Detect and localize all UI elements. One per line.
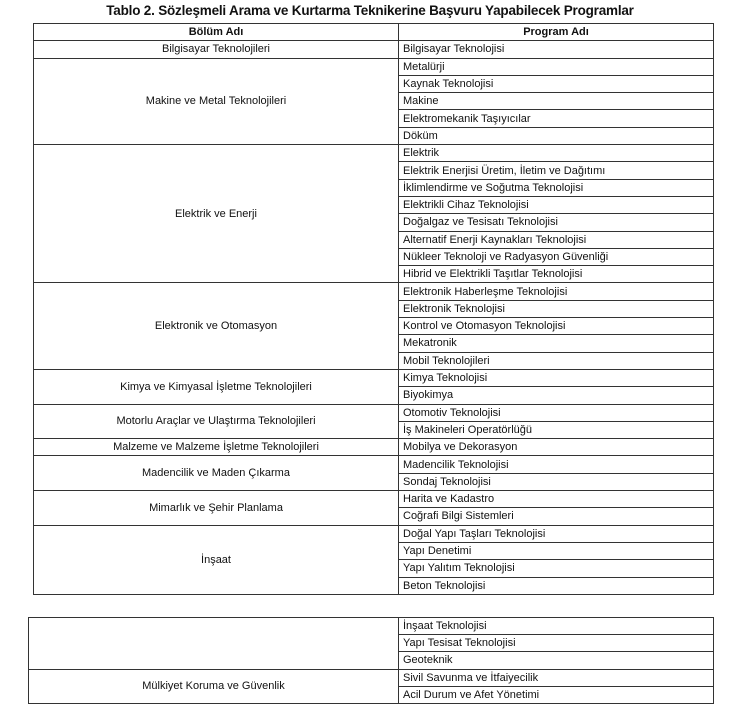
program-cell: Kaynak Teknolojisi xyxy=(399,75,714,92)
program-cell: Harita ve Kadastro xyxy=(399,491,714,508)
program-cell: Doğal Yapı Taşları Teknolojisi xyxy=(399,525,714,542)
program-cell: İş Makineleri Operatörlüğü xyxy=(399,421,714,438)
program-cell: Kontrol ve Otomasyon Teknolojisi xyxy=(399,318,714,335)
program-cell: Alternatif Enerji Kaynakları Teknolojisi xyxy=(399,231,714,248)
program-cell: İklimlendirme ve Soğutma Teknolojisi xyxy=(399,179,714,196)
department-cell: Malzeme ve Malzeme İşletme Teknolojileri xyxy=(34,439,399,456)
table-row xyxy=(34,283,714,300)
programs-table xyxy=(33,23,714,595)
department-cell: Motorlu Araçlar ve Ulaştırma Teknolojileri xyxy=(34,404,399,439)
department-cell: Madencilik ve Maden Çıkarma xyxy=(34,456,399,491)
program-cell: Mekatronik xyxy=(399,335,714,352)
program-cell: Coğrafi Bilgi Sistemleri xyxy=(399,508,714,525)
program-cell: Yapı Denetimi xyxy=(399,542,714,559)
program-cell: Hibrid ve Elektrikli Taşıtlar Teknolojisi xyxy=(399,266,714,283)
table-row xyxy=(34,58,714,75)
program-cell: İnşaat Teknolojisi xyxy=(399,618,714,635)
program-cell: Döküm xyxy=(399,127,714,144)
program-cell: Beton Teknolojisi xyxy=(399,577,714,594)
program-cell: Yapı Yalıtım Teknolojisi xyxy=(399,560,714,577)
header-row xyxy=(34,24,714,41)
table-row xyxy=(34,491,714,508)
program-cell: Elektromekanik Taşıyıcılar xyxy=(399,110,714,127)
program-cell: Doğalgaz ve Tesisatı Teknolojisi xyxy=(399,214,714,231)
program-cell: Yapı Tesisat Teknolojisi xyxy=(399,635,714,652)
program-cell: Geoteknik xyxy=(399,652,714,669)
program-cell: Elektronik Haberleşme Teknolojisi xyxy=(399,283,714,300)
program-cell: Elektrikli Cihaz Teknolojisi xyxy=(399,196,714,213)
program-cell: Otomotiv Teknolojisi xyxy=(399,404,714,421)
table-title: Tablo 2. Sözleşmeli Arama ve Kurtarma Teknikerine Başvuru Yapabilecek Programlar xyxy=(106,3,634,18)
program-cell: Elektrik Enerjisi Üretim, İletim ve Dağıtımı xyxy=(399,162,714,179)
department-cell: Kimya ve Kimyasal İşletme Teknolojileri xyxy=(34,369,399,404)
table-row xyxy=(34,439,714,456)
program-cell: Elektronik Teknolojisi xyxy=(399,300,714,317)
department-cell: Mimarlık ve Şehir Planlama xyxy=(34,491,399,526)
department-cell: Bilgisayar Teknolojileri xyxy=(34,41,399,58)
program-cell: Bilgisayar Teknolojisi xyxy=(399,41,714,58)
program-cell: Metalürji xyxy=(399,58,714,75)
table-row xyxy=(34,369,714,386)
department-cell: İnşaat xyxy=(34,525,399,594)
department-cell: Elektrik ve Enerji xyxy=(34,145,399,283)
programs-table-continued xyxy=(28,617,714,704)
table-row xyxy=(34,525,714,542)
program-cell: Biyokimya xyxy=(399,387,714,404)
table-row xyxy=(34,404,714,421)
program-cell: Kimya Teknolojisi xyxy=(399,369,714,386)
table-row xyxy=(29,618,714,635)
department-header: Bölüm Adı xyxy=(34,24,399,41)
program-cell: Elektrik xyxy=(399,145,714,162)
program-cell: Nükleer Teknoloji ve Radyasyon Güvenliği xyxy=(399,248,714,265)
department-cell: Mülkiyet Koruma ve Güvenlik xyxy=(29,669,399,703)
program-cell: Acil Durum ve Afet Yönetimi xyxy=(399,686,714,703)
department-cell: Elektronik ve Otomasyon xyxy=(34,283,399,369)
program-cell: Sivil Savunma ve İtfaiyecilik xyxy=(399,669,714,686)
program-cell: Mobil Teknolojileri xyxy=(399,352,714,369)
program-cell: Makine xyxy=(399,93,714,110)
department-cell xyxy=(29,618,399,670)
program-cell: Mobilya ve Dekorasyon xyxy=(399,439,714,456)
table-row xyxy=(34,456,714,473)
table-row xyxy=(34,145,714,162)
table-row xyxy=(34,41,714,58)
program-cell: Sondaj Teknolojisi xyxy=(399,473,714,490)
program-header: Program Adı xyxy=(399,24,714,41)
department-cell: Makine ve Metal Teknolojileri xyxy=(34,58,399,144)
table-row xyxy=(29,669,714,686)
program-cell: Madencilik Teknolojisi xyxy=(399,456,714,473)
